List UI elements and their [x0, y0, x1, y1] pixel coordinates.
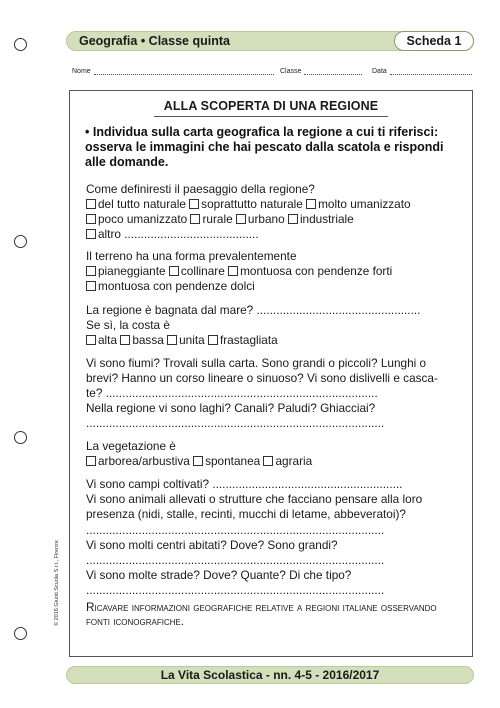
scheda-badge: Scheda 1 — [394, 31, 474, 51]
worksheet-frame — [69, 90, 473, 657]
student-fields — [72, 67, 472, 77]
checkbox[interactable] — [190, 214, 200, 224]
options-row: poco umanizzato rurale urbano industriale — [86, 212, 354, 226]
checkbox[interactable] — [86, 281, 96, 291]
binder-hole — [14, 38, 27, 51]
answer-line[interactable]: .......................................................... — [212, 477, 403, 491]
options-row: pianeggiante collinare montuosa con pendenze forti — [86, 264, 392, 278]
header-bar — [66, 31, 474, 51]
options-row: altro ......................................... — [86, 227, 259, 241]
classe-field[interactable] — [280, 67, 362, 75]
options-row: alta bassa unita frastagliata — [86, 333, 278, 347]
question-mare: La regione è bagnata dal mare? .................................................. — [86, 303, 421, 317]
answer-line[interactable]: ........................................................................................... — [86, 523, 385, 537]
checkbox[interactable] — [86, 199, 96, 209]
question-animali: Vi sono animali allevati o strutture che facciano pensare alla loro — [86, 492, 423, 506]
question-fiumi: brevi? Hanno un corso lineare o sinuoso? Vi sono dislivelli e casca- — [86, 371, 438, 385]
checkbox[interactable] — [86, 214, 96, 224]
question-strade: Vi sono molte strade? Dove? Quante? Di che tipo? — [86, 568, 352, 582]
question-animali: presenza (nidi, stalle, recinti, mucchi di letame, abbeveratoi)? — [86, 507, 406, 521]
checkbox[interactable] — [208, 335, 218, 345]
options-row: montuosa con pendenze dolci — [86, 279, 255, 293]
subject-label: Geografia • Classe quinta — [79, 34, 230, 48]
title-underline — [154, 116, 388, 117]
question-campi: Vi sono campi coltivati? .......................................................... — [86, 477, 403, 491]
answer-line[interactable]: ........................................................................................... — [86, 553, 385, 567]
binder-hole — [14, 431, 27, 444]
answer-line[interactable]: .................................................. — [256, 303, 421, 317]
question-terreno: Il terreno ha una forma prevalentemente — [86, 249, 297, 263]
checkbox[interactable] — [189, 199, 199, 209]
checkbox[interactable] — [263, 456, 273, 466]
copyright-notice: © 2016 Giunti Scuola S.r.l., Firenze — [54, 540, 60, 626]
question-laghi: Nella regione vi sono laghi? Canali? Paludi? Ghiacciai? — [86, 401, 376, 415]
learning-goal: fonti iconografiche. — [86, 614, 185, 628]
checkbox[interactable] — [86, 335, 96, 345]
classe-label: Classe — [280, 68, 302, 75]
answer-line[interactable]: ........................................................................................... — [86, 416, 385, 430]
binder-hole — [14, 235, 27, 248]
data-field[interactable] — [372, 67, 472, 75]
worksheet-title: ALLA SCOPERTA DI UNA REGIONE — [163, 99, 379, 113]
checkbox[interactable] — [169, 266, 179, 276]
learning-goal: Ricavare informazioni geografiche relative a regioni italiane osservando — [86, 600, 437, 614]
question-paesaggio: Come definiresti il paesaggio della regione? — [86, 182, 315, 196]
checkbox[interactable] — [167, 335, 177, 345]
nome-field[interactable] — [72, 67, 274, 75]
question-costa: Se sì, la costa è — [86, 318, 170, 332]
question-vegetazione: La vegetazione è — [86, 439, 176, 453]
instruction: • Individua sulla carta geografica la regione a cui ti riferisci: osserva le immagini che hai pescato dalla scatola e rispondi alle domande. — [85, 125, 444, 169]
question-centri: Vi sono molti centri abitati? Dove? Sono grandi? — [86, 538, 338, 552]
answer-line[interactable]: ......................................... — [124, 227, 259, 241]
checkbox[interactable] — [86, 229, 96, 239]
checkbox[interactable] — [86, 266, 96, 276]
checkbox[interactable] — [120, 335, 130, 345]
binder-hole — [14, 627, 27, 640]
options-row: arborea/arbustiva spontanea agraria — [86, 454, 312, 468]
footer-bar: La Vita Scolastica - nn. 4-5 - 2016/2017 — [66, 666, 474, 684]
data-label: Data — [372, 68, 387, 75]
question-fiumi: Vi sono fiumi? Trovali sulla carta. Sono grandi o piccoli? Lunghi o — [86, 356, 427, 370]
question-fiumi: te? ................................................................................... — [86, 386, 378, 400]
checkbox[interactable] — [228, 266, 238, 276]
checkbox[interactable] — [288, 214, 298, 224]
options-row: del tutto naturale soprattutto naturale molto umanizzato — [86, 197, 411, 211]
answer-line[interactable]: ........................................................................................... — [86, 583, 385, 597]
checkbox[interactable] — [86, 456, 96, 466]
checkbox[interactable] — [236, 214, 246, 224]
checkbox[interactable] — [306, 199, 316, 209]
checkbox[interactable] — [193, 456, 203, 466]
answer-line[interactable]: ................................................................................... — [105, 386, 378, 400]
nome-label: Nome — [72, 68, 91, 75]
